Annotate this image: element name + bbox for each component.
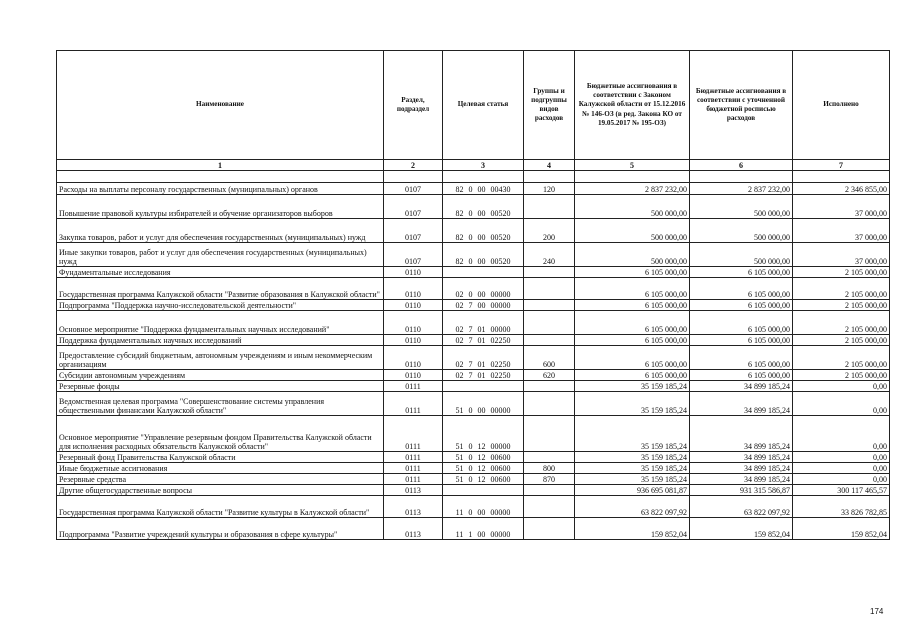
cell-target: 51 0 12 00000 [443, 416, 524, 452]
cell-executed: 2 105 000,00 [793, 346, 890, 370]
cell-refined: 500 000,00 [690, 219, 793, 243]
cell-section: 0110 [384, 335, 443, 346]
table-row [57, 370, 890, 381]
cell-section: 0111 [384, 416, 443, 452]
cell-law: 6 105 000,00 [575, 311, 690, 335]
cell-target: 02 7 01 00000 [443, 311, 524, 335]
column-number: 7 [793, 160, 890, 171]
cell-group [524, 518, 575, 540]
table-row [57, 518, 890, 540]
cell-target: 02 7 01 02250 [443, 346, 524, 370]
cell-group [524, 392, 575, 416]
cell-target: 02 7 01 02250 [443, 335, 524, 346]
cell-section: 0107 [384, 183, 443, 195]
cell-target: 11 1 00 00000 [443, 518, 524, 540]
cell-law: 35 159 185,24 [575, 474, 690, 485]
cell-group [524, 267, 575, 278]
cell-law: 159 852,04 [575, 518, 690, 540]
cell-group [524, 496, 575, 518]
cell-executed: 0,00 [793, 452, 890, 463]
table-row [57, 243, 890, 267]
cell-refined: 6 105 000,00 [690, 370, 793, 381]
cell-section: 0107 [384, 243, 443, 267]
cell-executed: 159 852,04 [793, 518, 890, 540]
cell-executed: 2 346 855,00 [793, 183, 890, 195]
table-row [57, 346, 890, 370]
cell-target: 02 0 00 00000 [443, 278, 524, 300]
cell-section: 0107 [384, 219, 443, 243]
header-section: Раздел, подраздел [384, 51, 443, 160]
cell-executed: 0,00 [793, 416, 890, 452]
cell-name: Государственная программа Калужской области "Развитие образования в Калужской области" [57, 278, 384, 300]
cell-refined: 34 899 185,24 [690, 452, 793, 463]
cell-name: Фундаментальные исследования [57, 267, 384, 278]
cell-name: Закупка товаров, работ и услуг для обеспечения государственных (муниципальных) нужд [57, 219, 384, 243]
cell-law: 35 159 185,24 [575, 381, 690, 392]
cell-group: 240 [524, 243, 575, 267]
cell-section: 0111 [384, 392, 443, 416]
header-refined: Бюджетные ассигнования в соответствии с уточненной бюджетной росписью расходов [690, 51, 793, 160]
table-row [57, 300, 890, 311]
cell-law: 936 695 081,87 [575, 485, 690, 496]
cell-law: 6 105 000,00 [575, 346, 690, 370]
cell-name: Иные бюджетные ассигнования [57, 463, 384, 474]
cell-refined: 6 105 000,00 [690, 346, 793, 370]
cell-refined: 6 105 000,00 [690, 300, 793, 311]
cell-law: 500 000,00 [575, 219, 690, 243]
header-name: Наименование [57, 51, 384, 160]
table-row [57, 485, 890, 496]
table-row [57, 278, 890, 300]
cell-name: Основное мероприятие "Поддержка фундаментальных научных исследований" [57, 311, 384, 335]
cell-group [524, 452, 575, 463]
cell-executed: 37 000,00 [793, 219, 890, 243]
cell-target: 51 0 12 00600 [443, 452, 524, 463]
cell-name: Государственная программа Калужской области "Развитие культуры в Калужской области" [57, 496, 384, 518]
cell-executed: 0,00 [793, 474, 890, 485]
column-number: 1 [57, 160, 384, 171]
cell-group [524, 300, 575, 311]
cell-group [524, 381, 575, 392]
cell-section: 0111 [384, 452, 443, 463]
cell-group: 120 [524, 183, 575, 195]
cell-group: 620 [524, 370, 575, 381]
table-row [57, 195, 890, 219]
cell-section: 0107 [384, 195, 443, 219]
cell-refined: 500 000,00 [690, 195, 793, 219]
cell-refined: 6 105 000,00 [690, 311, 793, 335]
cell-group [524, 335, 575, 346]
cell-name: Ведомственная целевая программа "Совершенствование системы управления общественными финансами Калужской области" [57, 392, 384, 416]
cell-law: 500 000,00 [575, 195, 690, 219]
cell-refined: 2 837 232,00 [690, 183, 793, 195]
table-row [57, 496, 890, 518]
cell-law: 6 105 000,00 [575, 335, 690, 346]
cell-refined: 63 822 097,92 [690, 496, 793, 518]
cell-section: 0110 [384, 370, 443, 381]
cell-target: 02 7 00 00000 [443, 300, 524, 311]
table-header-row [57, 51, 890, 160]
cell-executed: 2 105 000,00 [793, 311, 890, 335]
cell-group: 200 [524, 219, 575, 243]
cell-law: 6 105 000,00 [575, 267, 690, 278]
cell-section: 0110 [384, 311, 443, 335]
cell-refined: 159 852,04 [690, 518, 793, 540]
cell-executed: 2 105 000,00 [793, 278, 890, 300]
cell-name: Резервные средства [57, 474, 384, 485]
column-number: 6 [690, 160, 793, 171]
cell-name: Резервные фонды [57, 381, 384, 392]
cell-executed: 33 826 782,85 [793, 496, 890, 518]
cell-name: Поддержка фундаментальных научных исследований [57, 335, 384, 346]
cell-executed: 37 000,00 [793, 195, 890, 219]
cell-refined: 6 105 000,00 [690, 267, 793, 278]
cell-law: 35 159 185,24 [575, 452, 690, 463]
cell-name: Основное мероприятие "Управление резервным фондом Правительства Калужской области для исполнения расходных обязательств Калужской области" [57, 416, 384, 452]
cell-refined: 6 105 000,00 [690, 278, 793, 300]
cell-target: 51 0 12 00600 [443, 474, 524, 485]
cell-target: 02 7 01 02250 [443, 370, 524, 381]
page-number: 174 [870, 607, 884, 616]
cell-target: 82 0 00 00520 [443, 219, 524, 243]
budget-table [56, 50, 890, 540]
cell-section: 0111 [384, 381, 443, 392]
cell-name: Расходы на выплаты персоналу государственных (муниципальных) органов [57, 183, 384, 195]
cell-group [524, 195, 575, 219]
table-row [57, 474, 890, 485]
cell-law: 35 159 185,24 [575, 463, 690, 474]
cell-target: 82 0 00 00430 [443, 183, 524, 195]
cell-executed: 0,00 [793, 381, 890, 392]
cell-section: 0113 [384, 518, 443, 540]
cell-section: 0110 [384, 278, 443, 300]
cell-name: Повышение правовой культуры избирателей и обучение организаторов выборов [57, 195, 384, 219]
cell-refined: 6 105 000,00 [690, 335, 793, 346]
cell-name: Иные закупки товаров, работ и услуг для обеспечения государственных (муниципальных) нужд [57, 243, 384, 267]
cell-executed: 2 105 000,00 [793, 335, 890, 346]
column-number: 5 [575, 160, 690, 171]
cell-executed: 0,00 [793, 463, 890, 474]
cell-name: Подпрограмма "Поддержка научно-исследовательской деятельности" [57, 300, 384, 311]
cell-target: 51 0 00 00000 [443, 392, 524, 416]
cell-target: 82 0 00 00520 [443, 243, 524, 267]
table-row [57, 452, 890, 463]
cell-refined: 34 899 185,24 [690, 381, 793, 392]
cell-section: 0110 [384, 300, 443, 311]
table-row [57, 267, 890, 278]
cell-group [524, 311, 575, 335]
cell-executed: 2 105 000,00 [793, 267, 890, 278]
cell-target [443, 267, 524, 278]
column-number: 4 [524, 160, 575, 171]
header-executed: Исполнено [793, 51, 890, 160]
cell-target [443, 381, 524, 392]
table-row [57, 335, 890, 346]
cell-group [524, 278, 575, 300]
column-number-row [57, 160, 890, 171]
cell-name: Резервный фонд Правительства Калужской области [57, 452, 384, 463]
cell-law: 6 105 000,00 [575, 370, 690, 381]
cell-section: 0110 [384, 267, 443, 278]
cell-refined: 500 000,00 [690, 243, 793, 267]
cell-executed: 300 117 465,57 [793, 485, 890, 496]
cell-law: 6 105 000,00 [575, 300, 690, 311]
cell-section: 0111 [384, 474, 443, 485]
cell-section: 0113 [384, 496, 443, 518]
header-target: Целевая статья [443, 51, 524, 160]
cell-name: Предоставление субсидий бюджетным, автономным учреждениям и иным некоммерческим организациям [57, 346, 384, 370]
column-number: 3 [443, 160, 524, 171]
cell-group: 870 [524, 474, 575, 485]
cell-refined: 34 899 185,24 [690, 392, 793, 416]
cell-law: 35 159 185,24 [575, 416, 690, 452]
cell-law: 2 837 232,00 [575, 183, 690, 195]
cell-law: 63 822 097,92 [575, 496, 690, 518]
table-row [57, 463, 890, 474]
cell-refined: 34 899 185,24 [690, 416, 793, 452]
cell-target [443, 485, 524, 496]
cell-name: Субсидии автономным учреждениям [57, 370, 384, 381]
cell-executed: 2 105 000,00 [793, 300, 890, 311]
cell-group [524, 485, 575, 496]
cell-law: 500 000,00 [575, 243, 690, 267]
header-law: Бюджетные ассигнования в соответствии с Законом Калужской области от 15.12.2016 № 146-ОЗ (в ред. Закона КО от 19.05.2017 № 195-ОЗ) [575, 51, 690, 160]
table-row [57, 381, 890, 392]
table-body [57, 183, 890, 540]
cell-group [524, 416, 575, 452]
table-row [57, 183, 890, 195]
cell-refined: 34 899 185,24 [690, 463, 793, 474]
cell-law: 35 159 185,24 [575, 392, 690, 416]
table-row [57, 219, 890, 243]
cell-target: 82 0 00 00520 [443, 195, 524, 219]
table-row [57, 416, 890, 452]
cell-law: 6 105 000,00 [575, 278, 690, 300]
cell-group: 800 [524, 463, 575, 474]
cell-refined: 931 315 586,87 [690, 485, 793, 496]
spacer-row [57, 171, 890, 183]
cell-section: 0111 [384, 463, 443, 474]
cell-executed: 0,00 [793, 392, 890, 416]
cell-section: 0110 [384, 346, 443, 370]
table-row [57, 392, 890, 416]
cell-name: Подпрограмма "Развитие учреждений культуры и образования в сфере культуры" [57, 518, 384, 540]
cell-executed: 2 105 000,00 [793, 370, 890, 381]
cell-name: Другие общегосударственные вопросы [57, 485, 384, 496]
cell-target: 51 0 12 00600 [443, 463, 524, 474]
cell-group: 600 [524, 346, 575, 370]
column-number: 2 [384, 160, 443, 171]
table-row [57, 311, 890, 335]
cell-executed: 37 000,00 [793, 243, 890, 267]
cell-refined: 34 899 185,24 [690, 474, 793, 485]
header-groups: Группы и подгруппы видов расходов [524, 51, 575, 160]
cell-section: 0113 [384, 485, 443, 496]
cell-target: 11 0 00 00000 [443, 496, 524, 518]
